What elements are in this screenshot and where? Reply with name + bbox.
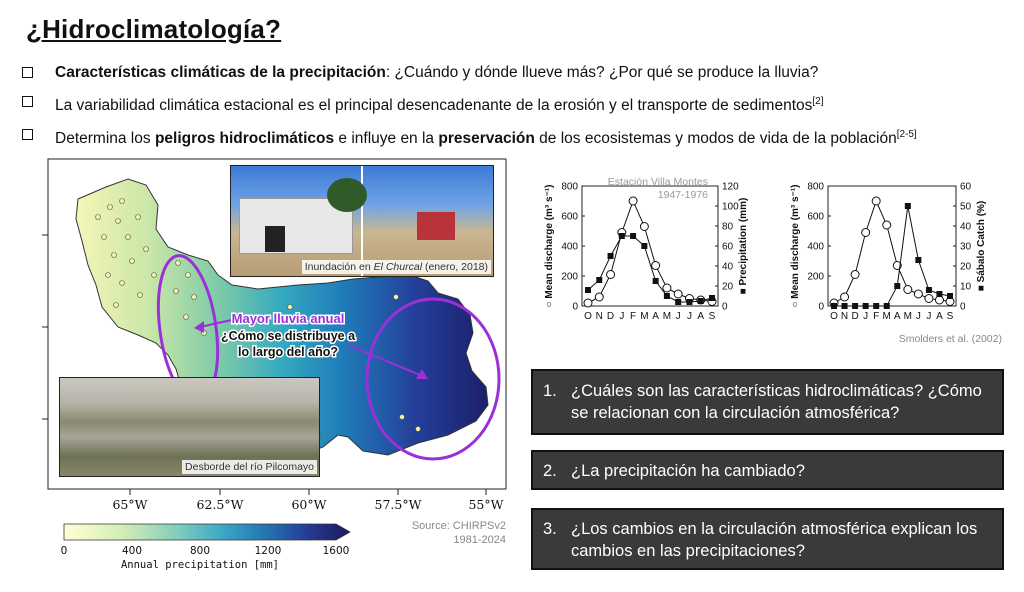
flood-photo	[230, 165, 494, 277]
bullet-bold-text: peligros hidroclimáticos	[154, 130, 335, 148]
x-tick-label: J	[915, 311, 921, 322]
secondary-point	[709, 295, 715, 301]
map-source	[378, 519, 506, 547]
x-tick-label: A	[697, 311, 705, 322]
y-tick-label: 0	[818, 301, 824, 313]
secondary-point	[585, 287, 591, 293]
secondary-point	[926, 287, 932, 293]
question-box	[531, 508, 1004, 570]
slide-title: ¿Hidroclimatología?	[26, 14, 282, 44]
series-line	[588, 201, 712, 303]
discharge-charts	[530, 168, 1010, 350]
y2-tick-label: 40	[722, 261, 734, 273]
discharge-point	[904, 286, 912, 294]
y-tick-label: 200	[807, 271, 824, 283]
secondary-point	[630, 233, 636, 239]
x-tick-label: J	[675, 311, 681, 322]
lon-tick-label: 55°W	[468, 497, 504, 512]
lon-tick-label: 57.5°W	[374, 497, 422, 512]
colorbar-tick: 800	[189, 545, 211, 557]
secondary-point	[608, 253, 614, 259]
x-tick-label: M	[662, 311, 672, 322]
discharge-point	[652, 262, 660, 270]
discharge-point	[862, 229, 870, 237]
y-tick-label: 200	[561, 271, 578, 283]
question-line: ¿La precipitación ha cambiado?	[571, 462, 805, 480]
question-line: cambios en las precipitaciones?	[571, 542, 805, 560]
bullet-plain-text: La variabilidad climática estacional es el principal desencadenante de la erosión y el transporte de sedimentos	[55, 97, 813, 115]
y-tick-label: 600	[561, 211, 578, 223]
lon-tick-label: 62.5°W	[196, 497, 244, 512]
callout-question: lo largo del año?	[237, 345, 339, 359]
secondary-point	[947, 293, 953, 299]
y2-tick-label: 40	[960, 221, 972, 233]
discharge-point	[935, 296, 943, 304]
secondary-point	[936, 291, 942, 297]
secondary-point	[641, 243, 647, 249]
checkbox-bullet-icon	[22, 67, 33, 78]
discharge-point	[584, 299, 592, 307]
y2-tick-label: 0	[960, 301, 966, 313]
bullet-text	[55, 125, 917, 149]
callout-title: Mayor lluvia anual	[231, 311, 345, 326]
bullet-rest-text: : ¿Cuándo y dónde llueve más? ¿Por qué se produce la lluvia?	[385, 64, 819, 81]
discharge-point	[925, 295, 933, 303]
y2-tick-label: 80	[722, 221, 734, 233]
secondary-point	[831, 303, 837, 309]
y2-tick-label: 60	[960, 181, 972, 193]
x-tick-label: A	[936, 311, 943, 322]
lon-tick-label: 65°W	[112, 497, 148, 512]
question-text	[571, 460, 1002, 482]
chart-annotation: Estación Villa Montes	[607, 176, 708, 188]
y-axis-label: ○ Mean discharge (m³ s⁻¹)	[790, 184, 801, 308]
source-line: 1981-2024	[453, 534, 506, 546]
secondary-point	[863, 303, 869, 309]
question-box	[531, 369, 1004, 435]
secondary-point	[894, 283, 900, 289]
bullet-plain-text: de los ecosistemas y modos de vida de la población	[534, 130, 897, 148]
y-tick-label: 800	[561, 181, 578, 193]
question-line: ¿Cuáles son las características hidroclimáticas? ¿Cómo	[571, 382, 982, 400]
secondary-point	[686, 299, 692, 305]
secondary-point	[884, 303, 890, 309]
y2-tick-label: 100	[722, 201, 739, 213]
colorbar	[64, 524, 350, 540]
lon-tick-label: 60°W	[291, 497, 327, 512]
citation: [2-5]	[896, 129, 917, 141]
y2-tick-label: 10	[960, 281, 972, 293]
secondary-point	[596, 277, 602, 283]
checkbox-bullet-icon	[22, 129, 33, 140]
discharge-point	[841, 293, 849, 301]
river-overflow-photo	[59, 377, 320, 477]
discharge-point	[640, 223, 648, 231]
y2-axis-label: ■ Precipitation (mm)	[738, 197, 749, 295]
y-tick-label: 600	[807, 211, 824, 223]
bullet-item	[22, 63, 1012, 83]
colorbar-tick: 0	[60, 545, 68, 557]
secondary-point	[842, 303, 848, 309]
y2-tick-label: 30	[960, 241, 972, 253]
secondary-point	[619, 233, 625, 239]
question-box	[531, 450, 1004, 490]
bullet-bold-text: preservación	[438, 130, 535, 148]
x-tick-label: D	[606, 311, 615, 322]
discharge-point	[663, 284, 671, 292]
photo-caption: Desborde del río Pilcomayo	[182, 460, 317, 474]
secondary-point	[915, 257, 921, 263]
y2-tick-label: 0	[722, 301, 728, 313]
bullet-plain-text: e influye en la	[334, 130, 439, 148]
question-number: 2.	[543, 462, 557, 480]
x-tick-label: N	[840, 311, 849, 322]
x-tick-label: M	[903, 311, 912, 322]
precipitation-map-figure	[18, 157, 518, 587]
y-tick-label: 400	[807, 241, 824, 253]
x-tick-label: S	[708, 311, 716, 322]
question-line: se relacionan con la circulación atmosférica?	[571, 404, 900, 422]
x-tick-label: J	[619, 311, 625, 322]
x-tick-label: J	[686, 311, 692, 322]
bullet-bold-text: Características climáticas de la precipitación	[55, 64, 386, 81]
question-number: 3.	[543, 520, 557, 538]
bullet-item	[22, 92, 1012, 116]
colorbar-tick: 1600	[322, 545, 350, 557]
secondary-point	[653, 278, 659, 284]
chart-credit: Smolders et al. (2002)	[898, 333, 1002, 345]
x-tick-label: A	[652, 311, 659, 322]
x-tick-label: F	[630, 311, 637, 322]
y2-tick-label: 20	[722, 281, 734, 293]
x-tick-label: J	[863, 311, 869, 322]
x-tick-label: M	[640, 311, 649, 322]
x-tick-label: S	[946, 311, 954, 322]
y2-tick-label: 20	[960, 261, 972, 273]
secondary-point	[905, 203, 911, 209]
secondary-point	[664, 293, 670, 299]
x-tick-label: D	[851, 311, 859, 322]
x-tick-label: O	[584, 311, 592, 322]
checkbox-bullet-icon	[22, 96, 33, 107]
question-text	[571, 518, 1002, 562]
colorbar-tick: 400	[121, 545, 143, 557]
discharge-point	[607, 271, 615, 279]
source-line: Source: CHIRPSv2	[411, 520, 506, 532]
secondary-point	[873, 303, 879, 309]
y2-axis-label: ■ Sábalo Catch (%)	[976, 200, 987, 292]
discharge-point	[629, 197, 637, 205]
x-tick-label: M	[882, 311, 891, 322]
y-axis-label: ○ Mean discharge (m³ s⁻¹)	[544, 184, 555, 308]
series-line	[834, 206, 950, 306]
y-tick-label: 0	[572, 301, 578, 313]
discharge-point	[674, 290, 682, 298]
callout-question: ¿Cómo se distribuye a	[220, 329, 356, 343]
question-line: ¿Los cambios en la circulación atmosférica explican los	[571, 520, 978, 538]
question-number: 1.	[543, 382, 557, 400]
x-tick-label: A	[893, 311, 901, 322]
y-tick-label: 800	[807, 181, 824, 193]
discharge-point	[883, 221, 891, 229]
question-text	[571, 380, 1002, 424]
x-tick-label: N	[595, 311, 603, 322]
discharge-point	[914, 290, 922, 298]
secondary-point	[675, 299, 681, 305]
bullet-item	[22, 125, 1012, 149]
y-tick-label: 400	[561, 241, 578, 253]
x-tick-label: F	[873, 311, 880, 322]
secondary-point	[698, 298, 704, 304]
y2-tick-label: 120	[722, 181, 739, 193]
bullet-text	[55, 92, 824, 116]
bullet-list	[22, 63, 1012, 158]
y2-tick-label: 60	[722, 241, 734, 253]
discharge-point	[851, 271, 859, 279]
colorbar-label: Annual precipitation [mm]	[120, 559, 280, 571]
bullet-plain-text: Determina los	[55, 130, 155, 148]
x-tick-label: O	[830, 311, 838, 322]
photo-caption: Inundación en El Churcal (enero, 2018)	[302, 260, 491, 274]
series-line	[834, 201, 950, 303]
x-tick-label: J	[926, 311, 932, 322]
chart-annotation: 1947-1976	[657, 189, 708, 201]
secondary-point	[852, 303, 858, 309]
citation: [2]	[812, 96, 824, 107]
colorbar-tick: 1200	[254, 545, 282, 557]
bullet-text	[55, 63, 818, 83]
discharge-point	[872, 197, 880, 205]
discharge-point	[595, 293, 603, 301]
y2-tick-label: 50	[960, 201, 972, 213]
